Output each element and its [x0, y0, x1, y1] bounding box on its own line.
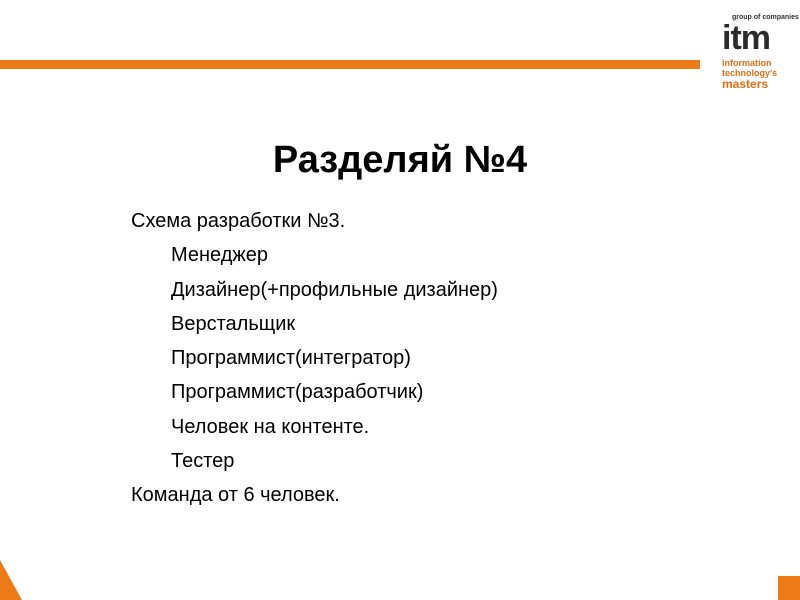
header-accent-bar [0, 60, 700, 69]
slide-title: Разделяй №4 [272, 139, 528, 181]
list-item: Человек на контенте. [171, 415, 370, 438]
corner-decoration-right [778, 576, 800, 600]
list-item: Программист(интегратор) [171, 347, 411, 370]
slide-content-list [131, 204, 771, 513]
list-item: Команда от 6 человек. [131, 484, 340, 507]
corner-decoration-left [0, 560, 22, 600]
logo-line-1: information [722, 58, 772, 68]
list-item: Дизайнер(+профильные дизайнер) [171, 278, 498, 301]
logo-tagline: group of companies [732, 14, 799, 21]
list-item: Программист(разработчик) [171, 381, 424, 404]
list-item: Тестер [171, 450, 235, 473]
logo-line-2: technology's [722, 68, 778, 78]
list-item: Верстальщик [171, 312, 296, 335]
company-logo [722, 14, 799, 92]
logo-mark: itm [722, 19, 770, 57]
logo-line-3: masters [722, 77, 769, 91]
list-item: Схема разработки №3. [131, 210, 346, 232]
list-item: Менеджер [171, 244, 269, 267]
